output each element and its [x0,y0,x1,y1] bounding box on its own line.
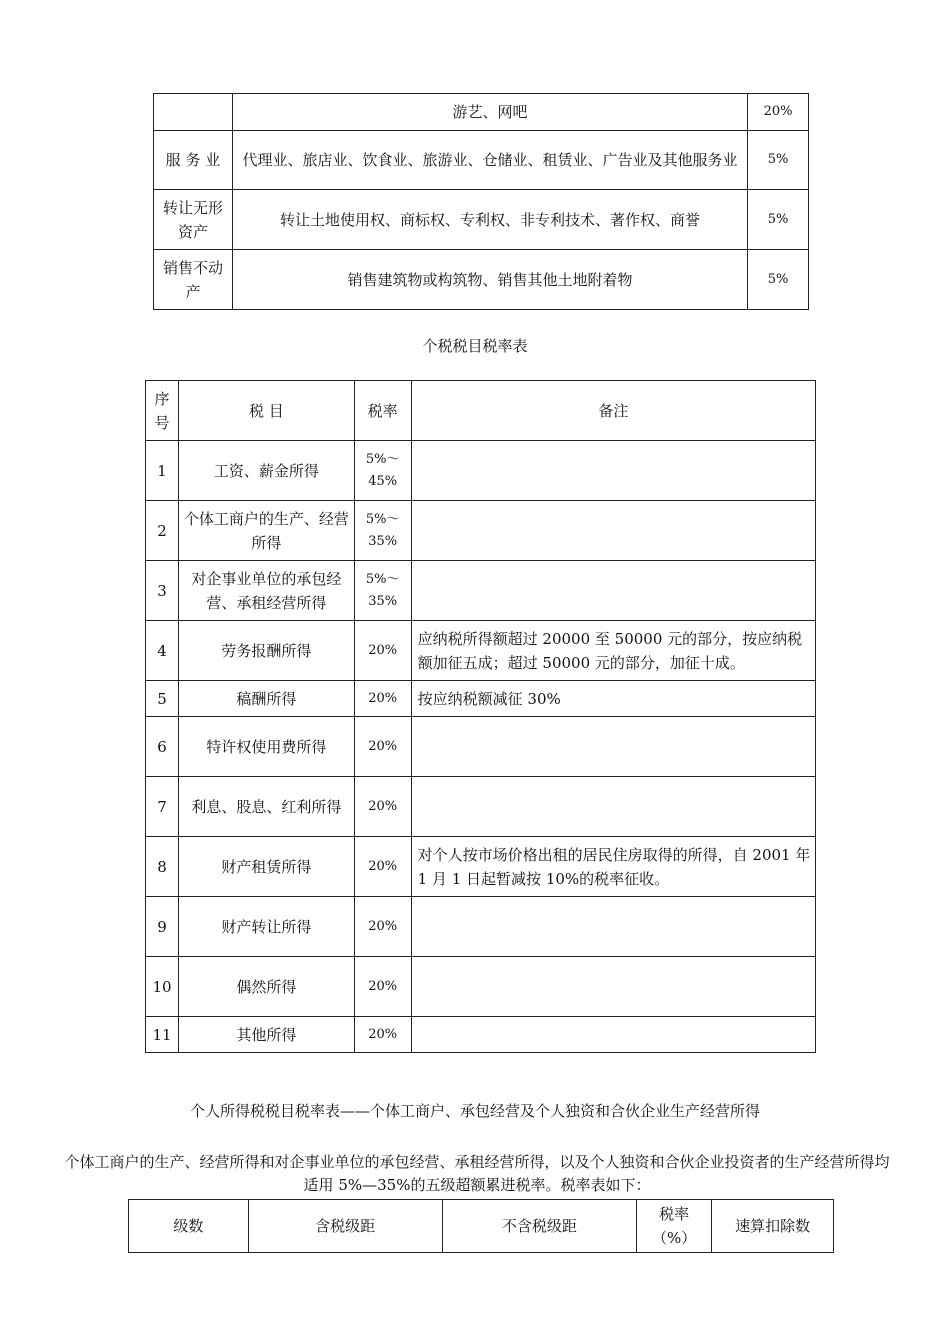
row-no: 2 [146,501,179,561]
rate-cell: 20% [748,94,809,131]
table-header-row [146,381,816,441]
header-item: 税 目 [178,381,354,441]
table-row [146,501,816,561]
business-section-title: 个人所得税税目税率表——个体工商户、承包经营及个人独资和合伙企业生产经营所得 [189,1102,760,1120]
header-no: 序号 [146,381,179,441]
header-note: 备注 [411,381,815,441]
row-note [411,561,815,621]
row-item: 财产租赁所得 [178,837,354,897]
table-row [146,1017,816,1053]
row-no: 9 [146,897,179,957]
header-level: 级数 [129,1200,249,1253]
table-row [146,561,816,621]
row-note [411,957,815,1017]
iit-rate-table [145,380,816,1053]
category-cell: 销售不动产 [154,250,233,310]
row-note [411,1017,815,1053]
category-cell: 转让无形资产 [154,190,233,250]
row-item: 工资、薪金所得 [178,441,354,501]
row-no: 11 [146,1017,179,1053]
header-untaxed-bracket: 不含税级距 [442,1200,637,1253]
header-taxed-bracket: 含税级距 [248,1200,442,1253]
row-rate: 20% [354,897,411,957]
category-cell [154,94,233,131]
row-no: 6 [146,717,179,777]
items-cell: 销售建筑物或构筑物、销售其他土地附着物 [232,250,747,310]
table-row [154,131,809,190]
row-rate: 20% [354,621,411,681]
row-item: 财产转让所得 [178,897,354,957]
rate-cell: 5% [748,131,809,190]
header-rate: 税率 [354,381,411,441]
table-row [146,621,816,681]
table-row [154,250,809,310]
progressive-rate-table [128,1199,834,1253]
table-row [154,190,809,250]
row-rate: 20% [354,681,411,717]
row-note: 按应纳税额减征 30% [411,681,815,717]
row-item: 偶然所得 [178,957,354,1017]
row-no: 10 [146,957,179,1017]
row-no: 1 [146,441,179,501]
row-item: 个体工商户的生产、经营所得 [178,501,354,561]
row-item: 对企事业单位的承包经营、承租经营所得 [178,561,354,621]
row-no: 7 [146,777,179,837]
row-item: 稿酬所得 [178,681,354,717]
row-item: 利息、股息、红利所得 [178,777,354,837]
business-section-paragraph: 个体工商户的生产、经营所得和对企事业单位的承包经营、承租经营所得，以及个人独资和合伙企业投资者的生产经营所得均适用 5%—35%的五级超额累进税率。税率表如下： [64,1153,890,1194]
header-deduction: 速算扣除数 [712,1200,834,1253]
table-row [146,957,816,1017]
category-cell: 服 务 业 [154,131,233,190]
row-rate: 5%～35% [354,561,411,621]
table-row [146,837,816,897]
table-row [146,897,816,957]
table-row [154,94,809,131]
table-row [146,717,816,777]
row-rate: 5%～45% [354,441,411,501]
row-item: 其他所得 [178,1017,354,1053]
items-cell: 转让土地使用权、商标权、专利权、非专利技术、著作权、商誉 [232,190,747,250]
row-note [411,441,815,501]
row-rate: 5%～35% [354,501,411,561]
row-rate: 20% [354,777,411,837]
row-item: 特许权使用费所得 [178,717,354,777]
row-rate: 20% [354,1017,411,1053]
row-note: 对个人按市场价格出租的居民住房取得的所得，自 2001 年 1 月 1 日起暂减按 10%的税率征收。 [411,837,815,897]
header-rate: 税率（%） [637,1200,712,1253]
row-rate: 20% [354,837,411,897]
row-rate: 20% [354,717,411,777]
row-no: 5 [146,681,179,717]
row-note: 应纳税所得额超过 20000 至 50000 元的部分，按应纳税额加征五成；超过 50000 元的部分，加征十成。 [411,621,815,681]
row-note [411,897,815,957]
items-cell: 游艺、网吧 [232,94,747,131]
row-note [411,777,815,837]
business-tax-table [153,93,809,310]
iit-table-title: 个税税目税率表 [422,337,528,355]
rate-cell: 5% [748,190,809,250]
table-row [146,777,816,837]
row-item: 劳务报酬所得 [178,621,354,681]
row-rate: 20% [354,957,411,1017]
items-cell: 代理业、旅店业、饮食业、旅游业、仓储业、租赁业、广告业及其他服务业 [232,131,747,190]
row-note [411,717,815,777]
table-row [146,441,816,501]
row-no: 8 [146,837,179,897]
row-note [411,501,815,561]
rate-cell: 5% [748,250,809,310]
table-row [146,681,816,717]
row-no: 3 [146,561,179,621]
row-no: 4 [146,621,179,681]
table-header-row [129,1200,834,1253]
